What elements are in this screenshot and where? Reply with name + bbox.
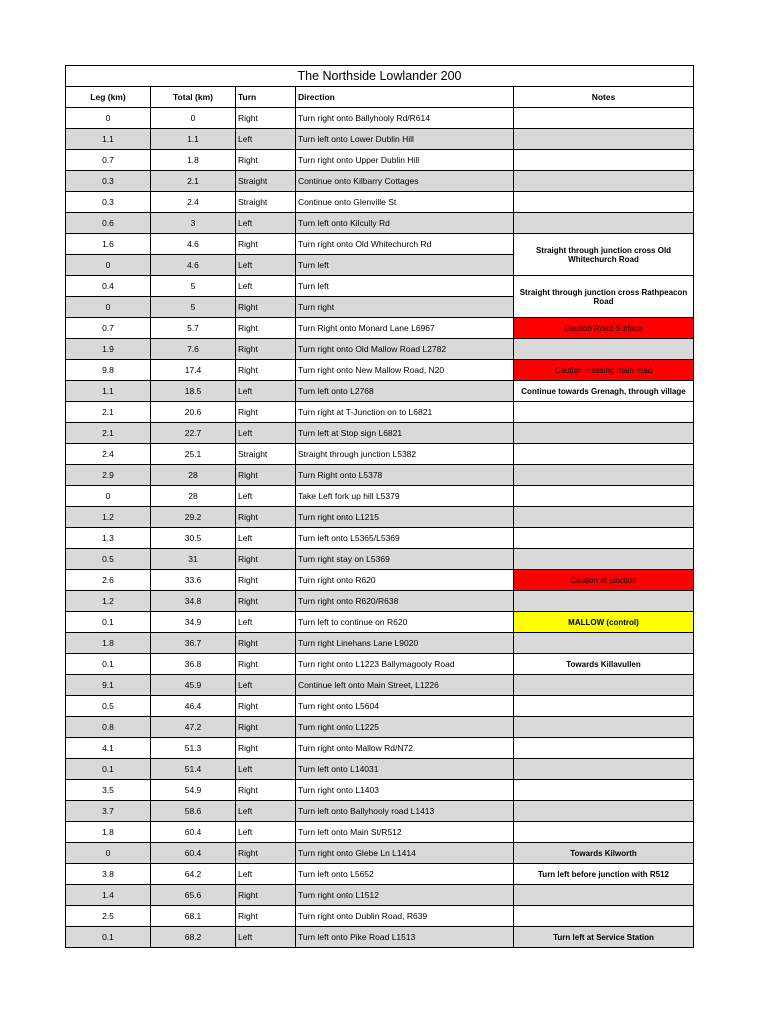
turn-cell: Left bbox=[236, 801, 296, 822]
table-row bbox=[66, 696, 694, 717]
notes-cell: MALLOW (control) bbox=[514, 612, 694, 633]
direction-cell: Turn right onto L1223 Ballymagooly Road bbox=[296, 654, 514, 675]
notes-cell: Continue towards Grenagh, through village bbox=[514, 381, 694, 402]
leg-cell: 2.4 bbox=[66, 444, 151, 465]
total-cell: 68.1 bbox=[151, 906, 236, 927]
table-row bbox=[66, 150, 694, 171]
turn-cell: Right bbox=[236, 843, 296, 864]
direction-cell: Turn Right onto L5378 bbox=[296, 465, 514, 486]
leg-cell: 1.2 bbox=[66, 507, 151, 528]
notes-cell: Caution crossing main road bbox=[514, 360, 694, 381]
table-row bbox=[66, 885, 694, 906]
total-cell: 2.1 bbox=[151, 171, 236, 192]
turn-cell: Left bbox=[236, 927, 296, 948]
leg-cell: 1.2 bbox=[66, 591, 151, 612]
turn-cell: Straight bbox=[236, 192, 296, 213]
leg-cell: 1.8 bbox=[66, 633, 151, 654]
route-sheet bbox=[65, 65, 693, 948]
notes-cell: Straight through junction cross Rathpeacon Road bbox=[514, 276, 694, 318]
notes-cell: Towards Kilworth bbox=[514, 843, 694, 864]
notes-cell bbox=[514, 528, 694, 549]
turn-cell: Left bbox=[236, 381, 296, 402]
leg-cell: 0 bbox=[66, 255, 151, 276]
total-cell: 36.8 bbox=[151, 654, 236, 675]
turn-cell: Right bbox=[236, 738, 296, 759]
direction-cell: Straight through junction L5382 bbox=[296, 444, 514, 465]
leg-cell: 3.8 bbox=[66, 864, 151, 885]
direction-cell: Turn right at T-Junction on to L6821 bbox=[296, 402, 514, 423]
notes-cell bbox=[514, 402, 694, 423]
turn-cell: Left bbox=[236, 675, 296, 696]
notes-cell bbox=[514, 108, 694, 129]
header-direction: Direction bbox=[296, 87, 514, 108]
notes-cell bbox=[514, 906, 694, 927]
direction-cell: Turn left bbox=[296, 255, 514, 276]
total-cell: 64.2 bbox=[151, 864, 236, 885]
total-cell: 30.5 bbox=[151, 528, 236, 549]
leg-cell: 0.1 bbox=[66, 759, 151, 780]
leg-cell: 0.8 bbox=[66, 717, 151, 738]
notes-cell bbox=[514, 507, 694, 528]
notes-cell bbox=[514, 549, 694, 570]
notes-cell bbox=[514, 801, 694, 822]
table-row bbox=[66, 108, 694, 129]
direction-cell: Turn left onto L5365/L5369 bbox=[296, 528, 514, 549]
notes-cell bbox=[514, 192, 694, 213]
total-cell: 65.6 bbox=[151, 885, 236, 906]
direction-cell: Take Left fork up hill L5379 bbox=[296, 486, 514, 507]
direction-cell: Turn left onto Pike Road L1513 bbox=[296, 927, 514, 948]
notes-cell bbox=[514, 717, 694, 738]
direction-cell: Turn right stay on L5369 bbox=[296, 549, 514, 570]
direction-cell: Turn left onto L2768 bbox=[296, 381, 514, 402]
direction-cell: Turn right onto New Mallow Road, N20 bbox=[296, 360, 514, 381]
table-row bbox=[66, 822, 694, 843]
turn-cell: Left bbox=[236, 423, 296, 444]
direction-cell: Turn right onto L1403 bbox=[296, 780, 514, 801]
turn-cell: Left bbox=[236, 486, 296, 507]
leg-cell: 0.5 bbox=[66, 696, 151, 717]
total-cell: 5 bbox=[151, 276, 236, 297]
table-row bbox=[66, 528, 694, 549]
leg-cell: 9.8 bbox=[66, 360, 151, 381]
table-row bbox=[66, 738, 694, 759]
table-row bbox=[66, 360, 694, 381]
leg-cell: 4.1 bbox=[66, 738, 151, 759]
turn-cell: Left bbox=[236, 129, 296, 150]
direction-cell: Turn right onto L5604 bbox=[296, 696, 514, 717]
direction-cell: Turn right onto L1512 bbox=[296, 885, 514, 906]
table-row bbox=[66, 339, 694, 360]
turn-cell: Right bbox=[236, 717, 296, 738]
total-cell: 58.6 bbox=[151, 801, 236, 822]
table-row bbox=[66, 780, 694, 801]
direction-cell: Continue left onto Main Street, L1226 bbox=[296, 675, 514, 696]
total-cell: 0 bbox=[151, 108, 236, 129]
notes-cell bbox=[514, 738, 694, 759]
total-cell: 4.6 bbox=[151, 234, 236, 255]
notes-cell: Turn left at Service Station bbox=[514, 927, 694, 948]
leg-cell: 3.7 bbox=[66, 801, 151, 822]
table-row bbox=[66, 213, 694, 234]
turn-cell: Right bbox=[236, 360, 296, 381]
turn-cell: Right bbox=[236, 507, 296, 528]
direction-cell: Turn right Linehans Lane L9020 bbox=[296, 633, 514, 654]
notes-cell bbox=[514, 339, 694, 360]
turn-cell: Right bbox=[236, 108, 296, 129]
leg-cell: 0.1 bbox=[66, 654, 151, 675]
notes-cell bbox=[514, 423, 694, 444]
leg-cell: 0.1 bbox=[66, 612, 151, 633]
leg-cell: 2.5 bbox=[66, 906, 151, 927]
table-row bbox=[66, 234, 694, 255]
notes-cell bbox=[514, 885, 694, 906]
leg-cell: 0.7 bbox=[66, 150, 151, 171]
turn-cell: Left bbox=[236, 822, 296, 843]
turn-cell: Right bbox=[236, 654, 296, 675]
table-row bbox=[66, 612, 694, 633]
leg-cell: 0.5 bbox=[66, 549, 151, 570]
leg-cell: 9.1 bbox=[66, 675, 151, 696]
total-cell: 60.4 bbox=[151, 822, 236, 843]
direction-cell: Turn right onto Mallow Rd/N72 bbox=[296, 738, 514, 759]
leg-cell: 1.4 bbox=[66, 885, 151, 906]
total-cell: 36.7 bbox=[151, 633, 236, 654]
turn-cell: Right bbox=[236, 633, 296, 654]
table-row bbox=[66, 507, 694, 528]
turn-cell: Straight bbox=[236, 171, 296, 192]
notes-cell bbox=[514, 696, 694, 717]
total-cell: 28 bbox=[151, 486, 236, 507]
header-turn: Turn bbox=[236, 87, 296, 108]
notes-cell bbox=[514, 822, 694, 843]
direction-cell: Turn right onto Old Mallow Road L2782 bbox=[296, 339, 514, 360]
notes-cell bbox=[514, 444, 694, 465]
table-row bbox=[66, 444, 694, 465]
notes-cell: Turn left before junction with R512 bbox=[514, 864, 694, 885]
total-cell: 54.9 bbox=[151, 780, 236, 801]
notes-cell bbox=[514, 150, 694, 171]
table-row bbox=[66, 129, 694, 150]
leg-cell: 1.1 bbox=[66, 381, 151, 402]
sheet-title: The Northside Lowlander 200 bbox=[66, 66, 694, 87]
total-cell: 33.6 bbox=[151, 570, 236, 591]
table-row bbox=[66, 549, 694, 570]
leg-cell: 2.9 bbox=[66, 465, 151, 486]
direction-cell: Turn right onto Upper Dublin Hill bbox=[296, 150, 514, 171]
leg-cell: 2.1 bbox=[66, 423, 151, 444]
notes-cell bbox=[514, 465, 694, 486]
direction-cell: Turn right onto Ballyhooly Rd/R614 bbox=[296, 108, 514, 129]
direction-cell: Turn left onto Ballyhooly road L1413 bbox=[296, 801, 514, 822]
direction-cell: Turn right bbox=[296, 297, 514, 318]
leg-cell: 1.1 bbox=[66, 129, 151, 150]
total-cell: 22.7 bbox=[151, 423, 236, 444]
leg-cell: 1.6 bbox=[66, 234, 151, 255]
route-table bbox=[65, 65, 694, 948]
turn-cell: Right bbox=[236, 780, 296, 801]
table-row bbox=[66, 843, 694, 864]
total-cell: 7.6 bbox=[151, 339, 236, 360]
notes-cell bbox=[514, 129, 694, 150]
turn-cell: Right bbox=[236, 234, 296, 255]
leg-cell: 0.4 bbox=[66, 276, 151, 297]
table-row bbox=[66, 465, 694, 486]
table-row bbox=[66, 906, 694, 927]
header-leg: Leg (km) bbox=[66, 87, 151, 108]
notes-cell bbox=[514, 633, 694, 654]
notes-cell: Towards Killavullen bbox=[514, 654, 694, 675]
total-cell: 46.4 bbox=[151, 696, 236, 717]
turn-cell: Right bbox=[236, 465, 296, 486]
table-row bbox=[66, 591, 694, 612]
table-row bbox=[66, 675, 694, 696]
leg-cell: 1.9 bbox=[66, 339, 151, 360]
total-cell: 4.6 bbox=[151, 255, 236, 276]
leg-cell: 1.8 bbox=[66, 822, 151, 843]
table-row bbox=[66, 486, 694, 507]
notes-cell bbox=[514, 759, 694, 780]
table-row bbox=[66, 927, 694, 948]
total-cell: 25.1 bbox=[151, 444, 236, 465]
table-row bbox=[66, 633, 694, 654]
notes-cell bbox=[514, 780, 694, 801]
leg-cell: 2.1 bbox=[66, 402, 151, 423]
total-cell: 29.2 bbox=[151, 507, 236, 528]
notes-cell: Caution at junction bbox=[514, 570, 694, 591]
total-cell: 34.9 bbox=[151, 612, 236, 633]
total-cell: 47.2 bbox=[151, 717, 236, 738]
turn-cell: Left bbox=[236, 759, 296, 780]
total-cell: 2.4 bbox=[151, 192, 236, 213]
total-cell: 5.7 bbox=[151, 318, 236, 339]
table-row bbox=[66, 318, 694, 339]
total-cell: 17.4 bbox=[151, 360, 236, 381]
total-cell: 28 bbox=[151, 465, 236, 486]
table-row bbox=[66, 654, 694, 675]
total-cell: 1.8 bbox=[151, 150, 236, 171]
turn-cell: Right bbox=[236, 591, 296, 612]
total-cell: 45.9 bbox=[151, 675, 236, 696]
total-cell: 5 bbox=[151, 297, 236, 318]
direction-cell: Turn left onto L14031 bbox=[296, 759, 514, 780]
total-cell: 18.5 bbox=[151, 381, 236, 402]
total-cell: 68.2 bbox=[151, 927, 236, 948]
total-cell: 1.1 bbox=[151, 129, 236, 150]
direction-cell: Turn left at Stop sign L6821 bbox=[296, 423, 514, 444]
notes-cell: Straight through junction cross Old Whitechurch Road bbox=[514, 234, 694, 276]
leg-cell: 2.6 bbox=[66, 570, 151, 591]
direction-cell: Continue onto Kilbarry Cottages bbox=[296, 171, 514, 192]
direction-cell: Turn right onto Old Whitechurch Rd bbox=[296, 234, 514, 255]
table-row bbox=[66, 402, 694, 423]
leg-cell: 0.3 bbox=[66, 171, 151, 192]
direction-cell: Turn right onto Dublin Road, R639 bbox=[296, 906, 514, 927]
table-row bbox=[66, 423, 694, 444]
direction-cell: Turn right onto R620/R638 bbox=[296, 591, 514, 612]
turn-cell: Left bbox=[236, 612, 296, 633]
notes-cell bbox=[514, 591, 694, 612]
direction-cell: Turn right onto L1225 bbox=[296, 717, 514, 738]
table-row bbox=[66, 801, 694, 822]
total-cell: 51.4 bbox=[151, 759, 236, 780]
total-cell: 60.4 bbox=[151, 843, 236, 864]
turn-cell: Right bbox=[236, 318, 296, 339]
leg-cell: 0 bbox=[66, 297, 151, 318]
table-row bbox=[66, 171, 694, 192]
turn-cell: Left bbox=[236, 864, 296, 885]
turn-cell: Right bbox=[236, 696, 296, 717]
turn-cell: Right bbox=[236, 906, 296, 927]
turn-cell: Right bbox=[236, 885, 296, 906]
header-row bbox=[66, 87, 694, 108]
header-total: Total (km) bbox=[151, 87, 236, 108]
direction-cell: Turn right onto R620 bbox=[296, 570, 514, 591]
direction-cell: Turn left onto Main St/R512 bbox=[296, 822, 514, 843]
notes-cell bbox=[514, 675, 694, 696]
direction-cell: Continue onto Glenville St bbox=[296, 192, 514, 213]
direction-cell: Turn left onto Kilcully Rd bbox=[296, 213, 514, 234]
direction-cell: Turn left to continue on R620 bbox=[296, 612, 514, 633]
direction-cell: Turn left bbox=[296, 276, 514, 297]
table-row bbox=[66, 192, 694, 213]
turn-cell: Right bbox=[236, 549, 296, 570]
leg-cell: 1.3 bbox=[66, 528, 151, 549]
turn-cell: Right bbox=[236, 570, 296, 591]
leg-cell: 0.7 bbox=[66, 318, 151, 339]
turn-cell: Straight bbox=[236, 444, 296, 465]
table-row bbox=[66, 864, 694, 885]
direction-cell: Turn right onto Glebe Ln L1414 bbox=[296, 843, 514, 864]
turn-cell: Right bbox=[236, 339, 296, 360]
total-cell: 31 bbox=[151, 549, 236, 570]
direction-cell: Turn Right onto Monard Lane L6967 bbox=[296, 318, 514, 339]
table-row bbox=[66, 381, 694, 402]
direction-cell: Turn left onto L5652 bbox=[296, 864, 514, 885]
notes-cell bbox=[514, 213, 694, 234]
turn-cell: Left bbox=[236, 276, 296, 297]
leg-cell: 0 bbox=[66, 108, 151, 129]
turn-cell: Left bbox=[236, 255, 296, 276]
table-row bbox=[66, 276, 694, 297]
turn-cell: Right bbox=[236, 150, 296, 171]
direction-cell: Turn left onto Lower Dublin Hill bbox=[296, 129, 514, 150]
leg-cell: 3.5 bbox=[66, 780, 151, 801]
turn-cell: Left bbox=[236, 528, 296, 549]
turn-cell: Left bbox=[236, 213, 296, 234]
table-row bbox=[66, 570, 694, 591]
header-notes: Notes bbox=[514, 87, 694, 108]
total-cell: 3 bbox=[151, 213, 236, 234]
total-cell: 20.6 bbox=[151, 402, 236, 423]
leg-cell: 0.6 bbox=[66, 213, 151, 234]
table-row bbox=[66, 759, 694, 780]
notes-cell bbox=[514, 486, 694, 507]
notes-cell bbox=[514, 171, 694, 192]
notes-cell: Caution Road Surface bbox=[514, 318, 694, 339]
table-row bbox=[66, 717, 694, 738]
total-cell: 51.3 bbox=[151, 738, 236, 759]
turn-cell: Right bbox=[236, 402, 296, 423]
direction-cell: Turn right onto L1215 bbox=[296, 507, 514, 528]
leg-cell: 0 bbox=[66, 843, 151, 864]
leg-cell: 0 bbox=[66, 486, 151, 507]
leg-cell: 0.3 bbox=[66, 192, 151, 213]
leg-cell: 0.1 bbox=[66, 927, 151, 948]
turn-cell: Right bbox=[236, 297, 296, 318]
total-cell: 34.8 bbox=[151, 591, 236, 612]
